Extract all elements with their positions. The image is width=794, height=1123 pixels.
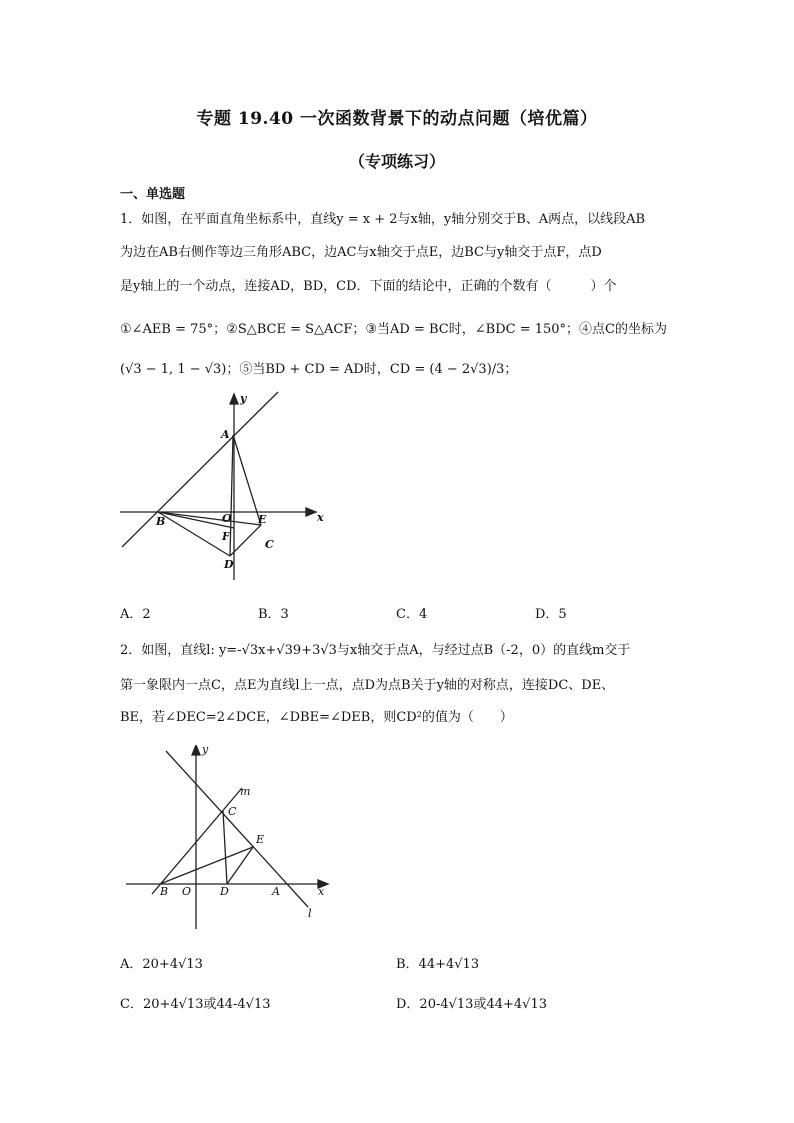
q1-label-a: A bbox=[221, 428, 230, 441]
q1-line-4: ①∠AEB = 75°；②S△BCE = S△ACF；③当AD = BC时，∠BDC = 150°；④点C的坐标为 bbox=[120, 322, 667, 337]
q2-label-m: m bbox=[240, 785, 251, 798]
page-subtitle: （专项练习） bbox=[348, 152, 445, 171]
q2-label-a: A bbox=[272, 885, 280, 898]
q2-label-o: O bbox=[182, 885, 192, 898]
q2-line-2: 第一象限内一点C，点E为直线l上一点，点D为点B关于y轴的对称点，连接DC、DE、 bbox=[120, 678, 615, 693]
q2-label-e: E bbox=[256, 833, 265, 846]
q2-option-d: D．20-4√13或44+4√13 bbox=[396, 997, 547, 1012]
q1-line-1: 1．如图，在平面直角坐标系中，直线y = x + 2与x轴，y轴分别交于B、A两点，以线段AB bbox=[120, 212, 646, 227]
q2-label-c: C bbox=[228, 805, 237, 818]
q2-label-l: l bbox=[308, 907, 312, 920]
q1-option-d: D．5 bbox=[535, 607, 567, 622]
q1-option-a: A．2 bbox=[120, 607, 151, 622]
q1-option-c: C．4 bbox=[396, 607, 428, 622]
q2-option-c: C．20+4√13或44-4√13 bbox=[120, 997, 271, 1012]
q1-option-b: B．3 bbox=[258, 607, 289, 622]
q1-line-2: 为边在AB右侧作等边三角形ABC，边AC与x轴交于点E，边BC与y轴交于点F，点D bbox=[120, 245, 602, 260]
q1-label-c: C bbox=[265, 538, 274, 551]
q1-label-o: O bbox=[222, 512, 232, 525]
page-title: 专题 19.40 一次函数背景下的动点问题（培优篇） bbox=[196, 109, 598, 129]
q2-line-1: 2．如图，直线l: y=-√3x+√39+3√3与x轴交于点A，与经过点B（-2，0）的直线m交于 bbox=[120, 643, 631, 658]
q1-figure bbox=[110, 390, 350, 590]
q1-label-e: E bbox=[258, 513, 267, 526]
q2-label-b: B bbox=[160, 885, 169, 898]
q1-label-y: y bbox=[240, 392, 247, 405]
q2-figure bbox=[120, 745, 340, 935]
q2-line-3: BE，若∠DEC=2∠DCE，∠DBE=∠DEB，则CD²的值为（ ） bbox=[120, 710, 513, 725]
q1-label-x: x bbox=[317, 511, 324, 524]
q2-option-b: B．44+4√13 bbox=[396, 957, 480, 972]
q2-option-a: A．20+4√13 bbox=[120, 957, 203, 972]
q1-label-b: B bbox=[156, 515, 166, 528]
q2-label-y: y bbox=[202, 745, 209, 756]
q1-label-f: F bbox=[222, 530, 230, 543]
q1-line-5: (√3 − 1, 1 − √3)；⑤当BD + CD = AD时，CD = (4 − 2√3)/3； bbox=[120, 362, 518, 377]
q2-label-x: x bbox=[318, 885, 325, 898]
q2-label-d: D bbox=[220, 885, 229, 898]
q1-line-3: 是y轴上的一个动点，连接AD，BD，CD．下面的结论中，正确的个数有（ ）个 bbox=[120, 279, 617, 294]
q1-label-d: D bbox=[224, 558, 234, 571]
section-heading: 一、单选题 bbox=[120, 187, 186, 202]
